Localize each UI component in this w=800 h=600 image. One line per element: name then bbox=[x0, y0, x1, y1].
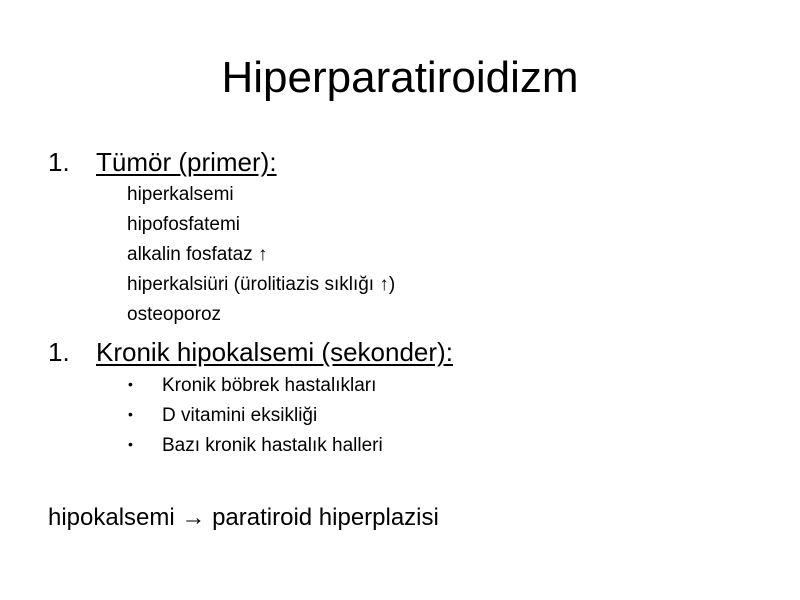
slide-title: Hiperparatiroidizm bbox=[221, 53, 579, 102]
list-number: 1. bbox=[48, 337, 70, 367]
summary-statement: hipokalsemi → paratiroid hiperplazisi bbox=[48, 504, 439, 531]
bullet-icon: • bbox=[128, 406, 133, 422]
finding-item: osteoporoz bbox=[127, 304, 222, 325]
finding-item: hiperkalsemi bbox=[127, 184, 234, 205]
finding-item: hipofosfatemi bbox=[127, 214, 241, 235]
cause-item bbox=[128, 369, 376, 401]
cause-label: Kronik böbrek hastalıkları bbox=[162, 375, 377, 396]
cause-item bbox=[128, 429, 383, 461]
section-primary bbox=[48, 146, 277, 178]
section-primary-heading: Tümör (primer): bbox=[96, 147, 277, 177]
bullet-icon: • bbox=[128, 436, 133, 452]
section-secondary bbox=[48, 336, 453, 368]
finding-item: alkalin fosfataz ↑ bbox=[127, 244, 268, 265]
cause-item bbox=[128, 399, 317, 431]
cause-label: Bazı kronik hastalık halleri bbox=[162, 435, 383, 456]
bullet-icon: • bbox=[128, 376, 133, 392]
list-number: 1. bbox=[48, 147, 70, 177]
finding-item: hiperkalsiüri (ürolitiazis sıklığı ↑) bbox=[127, 274, 396, 295]
cause-label: D vitamini eksikliği bbox=[162, 405, 318, 426]
section-secondary-heading: Kronik hipokalsemi (sekonder): bbox=[96, 337, 453, 367]
